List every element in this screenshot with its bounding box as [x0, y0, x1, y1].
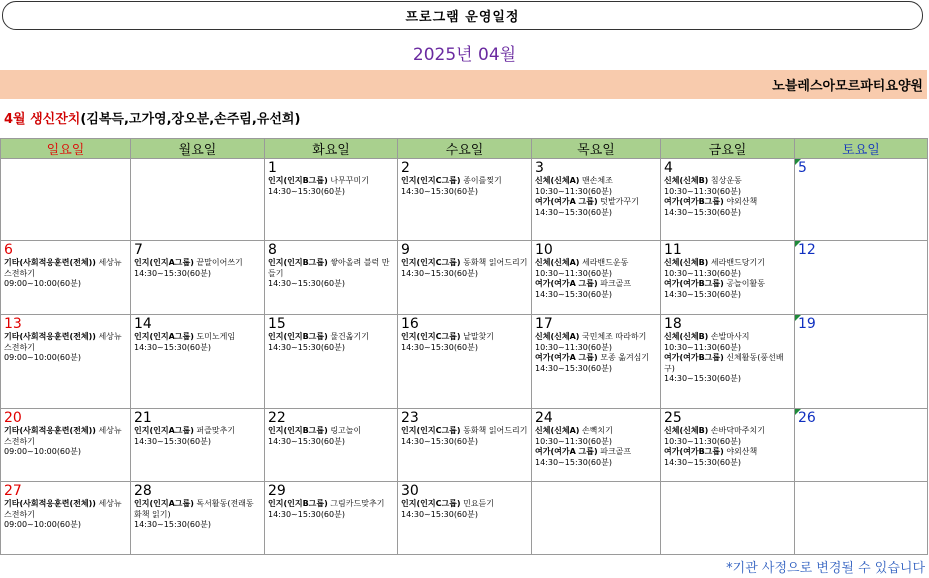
- program-entry: [535, 258, 657, 279]
- program-entry: [664, 258, 791, 279]
- program-time: 10:30~11:30(60분): [535, 436, 612, 446]
- program-activity: 파크골프: [597, 447, 632, 456]
- program-entry: [4, 258, 127, 290]
- program-group: 인지(인지C그룹): [401, 258, 461, 267]
- program-time: 14:30~15:30(60분): [664, 374, 741, 383]
- program-time: 14:30~15:30(60분): [535, 289, 612, 299]
- program-time: 14:30~15:30(60분): [401, 509, 478, 519]
- program-group: 인지(인지B그룹): [268, 176, 328, 185]
- day-number: 23: [401, 410, 419, 426]
- calendar-day-cell: [532, 482, 661, 555]
- program-group: 신체(신체B): [664, 426, 709, 435]
- program-group: 신체(신체B): [664, 332, 709, 341]
- day-number: 8: [268, 242, 277, 258]
- program-time: 09:00~10:00(60분): [4, 447, 81, 456]
- day-number: 9: [401, 242, 410, 258]
- program-activity: 야외산책: [723, 197, 758, 206]
- day-number: 5: [798, 160, 807, 176]
- day-number: 3: [535, 160, 544, 176]
- program-group: 인지(인지A그룹): [134, 499, 194, 508]
- day-number: 24: [535, 410, 553, 426]
- calendar-day-cell: [1, 409, 131, 482]
- program-entry: [535, 279, 657, 300]
- program-time: 14:30~15:30(60분): [535, 363, 612, 373]
- organization-name: 노블레스아모르파티요양원: [0, 70, 927, 99]
- program-group: 인지(인지B그룹): [268, 258, 328, 267]
- program-group: 신체(신체B): [664, 176, 709, 185]
- program-activity: 세상뉴스전하기: [4, 332, 122, 352]
- calendar-day-cell: [1, 482, 131, 555]
- program-entry: [401, 426, 528, 447]
- day-number: 4: [664, 160, 673, 176]
- program-entry: [664, 279, 791, 300]
- calendar-day-cell: [131, 482, 265, 555]
- program-entry: [134, 499, 261, 531]
- calendar-day-cell: [398, 241, 532, 315]
- day-number: 1: [268, 160, 277, 176]
- program-group: 인지(인지C그룹): [401, 332, 461, 341]
- program-time: 14:30~15:30(60분): [268, 279, 345, 288]
- program-time: 10:30~11:30(60분): [535, 268, 612, 278]
- program-activity: 퍼즐맞추기: [193, 426, 236, 435]
- comment-marker-icon: [795, 159, 801, 165]
- day-number: 29: [268, 483, 286, 499]
- page-title: 프로그램 운영일정: [2, 1, 923, 30]
- program-group: 기타(사회적응훈련(전체)): [4, 332, 96, 341]
- program-entry: [268, 176, 394, 197]
- program-entry: [664, 426, 791, 447]
- program-time: 14:30~15:30(60분): [535, 207, 612, 217]
- program-time: 10:30~11:30(60분): [535, 186, 612, 196]
- program-activity: 세상뉴스전하기: [4, 499, 122, 519]
- program-entry: [535, 332, 657, 353]
- program-activity: 세라밴드운동: [579, 258, 629, 267]
- program-time: 10:30~11:30(60분): [535, 342, 612, 352]
- program-entry: [4, 499, 127, 531]
- day-number: 20: [4, 410, 22, 426]
- program-time: 14:30~15:30(60분): [268, 342, 345, 352]
- program-entry: [664, 353, 791, 385]
- program-activity: 모종 옮겨심기: [597, 353, 650, 362]
- program-group: 기타(사회적응훈련(전체)): [4, 426, 96, 435]
- month-label: 2025년 04월: [412, 44, 517, 65]
- calendar-day-cell: [131, 159, 265, 241]
- program-group: 신체(신체A): [535, 332, 580, 341]
- calendar-day-cell: [1, 159, 131, 241]
- calendar-day-cell: [265, 409, 398, 482]
- calendar-day-cell: [1, 241, 131, 315]
- program-group: 인지(인지A그룹): [134, 426, 194, 435]
- calendar-day-cell: [131, 315, 265, 409]
- day-number: 14: [134, 316, 152, 332]
- program-entry: [268, 426, 394, 447]
- program-entry: [535, 353, 657, 374]
- calendar-day-cell: [398, 315, 532, 409]
- program-time: 14:30~15:30(60분): [401, 268, 478, 278]
- program-activity: 민요듣기: [460, 499, 495, 508]
- calendar-day-cell: [532, 315, 661, 409]
- day-number: 7: [134, 242, 143, 258]
- program-activity: 파크골프: [597, 279, 632, 288]
- weekday-wednesday: 수요일: [398, 139, 532, 159]
- program-time: 14:30~15:30(60분): [268, 186, 345, 196]
- day-number: 2: [401, 160, 410, 176]
- calendar-day-cell: [398, 409, 532, 482]
- program-activity: 텃밭가꾸기: [597, 197, 639, 206]
- program-entry: [4, 426, 127, 458]
- program-time: 09:00~10:00(60분): [4, 353, 81, 362]
- calendar-day-cell: [265, 241, 398, 315]
- program-entry: [268, 332, 394, 353]
- program-activity: 세라밴드당기기: [708, 258, 765, 267]
- program-time: 14:30~15:30(60분): [664, 457, 741, 467]
- program-activity: 도미노게임: [193, 332, 236, 341]
- calendar-day-cell: [795, 241, 928, 315]
- program-activity: 국민체조 따라하기: [579, 332, 647, 341]
- program-group: 인지(인지B그룹): [268, 332, 328, 341]
- program-group: 신체(신체B): [664, 258, 709, 267]
- program-group: 여가(여가A 그룹): [535, 279, 598, 288]
- program-entry: [664, 332, 791, 353]
- program-entry: [134, 258, 261, 279]
- program-group: 인지(인지C그룹): [401, 499, 461, 508]
- footnote: *기관 사정으로 변경될 수 있습니다: [726, 561, 925, 576]
- calendar-day-cell: [661, 315, 795, 409]
- weekday-tuesday: 화요일: [265, 139, 398, 159]
- program-time: 14:30~15:30(60분): [134, 342, 211, 352]
- program-entry: [664, 447, 791, 468]
- program-entry: [664, 176, 791, 197]
- weekday-sunday: 일요일: [1, 139, 131, 159]
- weekday-thursday: 목요일: [532, 139, 661, 159]
- weekday-monday: 월요일: [131, 139, 265, 159]
- program-activity: 쌓아올려 블럭 만들기: [268, 258, 390, 278]
- comment-marker-icon: [795, 409, 801, 415]
- day-number: 16: [401, 316, 419, 332]
- program-activity: 맨손체조: [579, 176, 613, 185]
- calendar-day-cell: [131, 409, 265, 482]
- calendar-day-cell: [265, 315, 398, 409]
- program-activity: 링고놀이: [327, 426, 362, 435]
- program-activity: 손발마사지: [708, 332, 750, 341]
- program-activity: 동화책 읽어드리기: [460, 258, 528, 267]
- day-number: 17: [535, 316, 553, 332]
- program-group: 여가(여가B그룹): [664, 279, 724, 288]
- program-activity: 동화책 읽어드리기: [460, 426, 528, 435]
- program-activity: 물건옮기기: [327, 332, 369, 341]
- birthday-names: (김복득,고가영,장오분,손주림,유선희): [80, 111, 301, 127]
- program-time: 14:30~15:30(60분): [134, 436, 211, 446]
- program-group: 인지(인지B그룹): [268, 499, 328, 508]
- program-group: 신체(신체A): [535, 426, 580, 435]
- program-time: 09:00~10:00(60분): [4, 279, 81, 288]
- calendar-day-cell: [795, 409, 928, 482]
- calendar-day-cell: [661, 159, 795, 241]
- day-number: 15: [268, 316, 286, 332]
- program-activity: 나무꾸미기: [327, 176, 369, 185]
- program-entry: [134, 426, 261, 447]
- program-group: 인지(인지A그룹): [134, 332, 194, 341]
- program-activity: 낱말찾기: [460, 332, 495, 341]
- program-time: 14:30~15:30(60분): [535, 457, 612, 467]
- program-entry: [401, 176, 528, 197]
- program-group: 신체(신체A): [535, 176, 580, 185]
- weekday-header-row: [1, 139, 928, 159]
- calendar-day-cell: [265, 159, 398, 241]
- program-activity: 공놀이활동: [723, 279, 765, 288]
- program-time: 10:30~11:30(60분): [664, 342, 741, 352]
- calendar-day-cell: [795, 159, 928, 241]
- calendar-day-cell: [532, 241, 661, 315]
- program-time: 14:30~15:30(60분): [268, 509, 345, 519]
- day-number: 21: [134, 410, 152, 426]
- weekday-saturday: 토요일: [795, 139, 928, 159]
- program-time: 14:30~15:30(60분): [134, 520, 211, 529]
- day-number: 6: [4, 242, 13, 258]
- program-time: 10:30~11:30(60분): [664, 186, 741, 196]
- day-number: 19: [798, 316, 816, 332]
- program-group: 여가(여가B그룹): [664, 197, 724, 206]
- program-entry: [535, 426, 657, 447]
- program-entry: [664, 197, 791, 218]
- program-group: 인지(인지C그룹): [401, 426, 461, 435]
- program-activity: 신체활동(풍선배구): [664, 353, 784, 373]
- day-number: 27: [4, 483, 22, 499]
- program-group: 여가(여가B그룹): [664, 447, 724, 456]
- calendar-week-row: [1, 409, 928, 482]
- calendar-day-cell: [661, 482, 795, 555]
- day-number: 26: [798, 410, 816, 426]
- calendar-day-cell: [795, 482, 928, 555]
- day-number: 22: [268, 410, 286, 426]
- calendar-day-cell: [398, 482, 532, 555]
- program-time: 14:30~15:30(60분): [401, 186, 478, 196]
- day-number: 18: [664, 316, 682, 332]
- day-number: 10: [535, 242, 553, 258]
- day-number: 25: [664, 410, 682, 426]
- program-time: 10:30~11:30(60분): [664, 436, 741, 446]
- day-number: 13: [4, 316, 22, 332]
- program-activity: 손뼉치기: [579, 426, 613, 435]
- calendar-week-row: [1, 159, 928, 241]
- program-group: 여가(여가A 그룹): [535, 197, 598, 206]
- program-entry: [134, 332, 261, 353]
- program-entry: [535, 447, 657, 468]
- program-group: 여가(여가A 그룹): [535, 353, 598, 362]
- program-activity: 세상뉴스전하기: [4, 426, 122, 446]
- calendar-day-cell: [131, 241, 265, 315]
- calendar-day-cell: [532, 409, 661, 482]
- program-group: 신체(신체A): [535, 258, 580, 267]
- program-entry: [4, 332, 127, 364]
- program-time: 14:30~15:30(60분): [134, 268, 211, 278]
- comment-marker-icon: [795, 241, 801, 247]
- day-number: 28: [134, 483, 152, 499]
- day-number: 11: [664, 242, 682, 258]
- program-group: 인지(인지A그룹): [134, 258, 194, 267]
- program-group: 인지(인지B그룹): [268, 426, 328, 435]
- day-number: 12: [798, 242, 816, 258]
- program-time: 14:30~15:30(60분): [664, 207, 741, 217]
- day-number: 30: [401, 483, 419, 499]
- program-entry: [401, 258, 528, 279]
- program-group: 여가(여가B그룹): [664, 353, 724, 362]
- program-entry: [268, 258, 394, 290]
- program-group: 기타(사회적응훈련(전체)): [4, 258, 96, 267]
- calendar-day-cell: [265, 482, 398, 555]
- program-activity: 끝말이어쓰기: [193, 258, 243, 267]
- program-time: 14:30~15:30(60분): [268, 436, 345, 446]
- program-time: 14:30~15:30(60분): [401, 342, 478, 352]
- calendar-day-cell: [661, 409, 795, 482]
- calendar-day-cell: [398, 159, 532, 241]
- program-time: 10:30~11:30(60분): [664, 268, 741, 278]
- program-activity: 세상뉴스전하기: [4, 258, 122, 278]
- program-time: 14:30~15:30(60분): [664, 289, 741, 299]
- program-activity: 손바닥마주치기: [708, 426, 765, 435]
- weekday-friday: 금요일: [661, 139, 795, 159]
- calendar-day-cell: [1, 315, 131, 409]
- program-activity: 야외산책: [723, 447, 758, 456]
- calendar-day-cell: [661, 241, 795, 315]
- calendar-day-cell: [795, 315, 928, 409]
- program-group: 인지(인지C그룹): [401, 176, 461, 185]
- comment-marker-icon: [795, 315, 801, 321]
- calendar-day-cell: [532, 159, 661, 241]
- calendar-table: [0, 138, 928, 555]
- program-group: 기타(사회적응훈련(전체)): [4, 499, 96, 508]
- program-entry: [535, 197, 657, 218]
- program-group: 여가(여가A 그룹): [535, 447, 598, 456]
- program-entry: [535, 176, 657, 197]
- program-entry: [401, 332, 528, 353]
- program-activity: 독서활동(전래동화책 읽기): [134, 499, 254, 519]
- program-activity: 그림카드맞추기: [327, 499, 385, 508]
- program-time: 09:00~10:00(60분): [4, 520, 81, 529]
- birthday-prefix: 4월 생신잔치: [4, 111, 81, 127]
- program-entry: [268, 499, 394, 520]
- birthday-banner: [4, 106, 300, 128]
- program-entry: [401, 499, 528, 520]
- program-activity: 침상운동: [708, 176, 742, 185]
- program-activity: 종이를찢기: [460, 176, 502, 185]
- calendar-week-row: [1, 482, 928, 555]
- calendar-week-row: [1, 241, 928, 315]
- program-time: 14:30~15:30(60분): [401, 436, 478, 446]
- calendar-week-row: [1, 315, 928, 409]
